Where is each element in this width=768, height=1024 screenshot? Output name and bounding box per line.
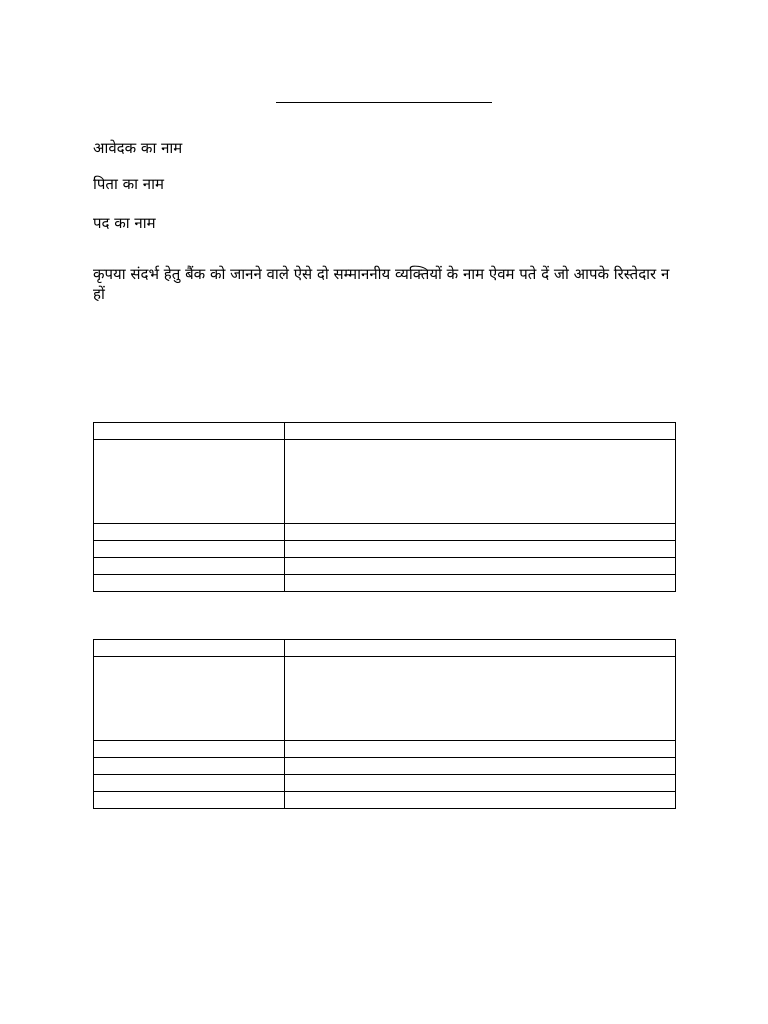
table-row	[94, 524, 676, 541]
table-row	[94, 440, 676, 524]
table-cell[interactable]	[94, 792, 285, 809]
applicant-name-label: आवेदक का नाम	[93, 139, 183, 157]
title-underline	[276, 102, 492, 103]
table-cell[interactable]	[285, 541, 676, 558]
table-row	[94, 657, 676, 741]
table-row	[94, 423, 676, 440]
table-cell[interactable]	[94, 640, 285, 657]
table-row	[94, 792, 676, 809]
table-cell[interactable]	[94, 558, 285, 575]
table-cell[interactable]	[94, 758, 285, 775]
father-name-label: पिता का नाम	[93, 175, 164, 193]
table-cell[interactable]	[285, 423, 676, 440]
table-cell[interactable]	[285, 758, 676, 775]
table-cell[interactable]	[94, 440, 285, 524]
table-cell[interactable]	[285, 657, 676, 741]
table-cell[interactable]	[94, 775, 285, 792]
table-cell[interactable]	[285, 524, 676, 541]
table-cell[interactable]	[285, 558, 676, 575]
table-cell[interactable]	[94, 741, 285, 758]
table-cell[interactable]	[285, 792, 676, 809]
table-row	[94, 758, 676, 775]
table-row	[94, 775, 676, 792]
table-cell[interactable]	[94, 524, 285, 541]
table-cell[interactable]	[94, 541, 285, 558]
table-cell[interactable]	[285, 640, 676, 657]
table-row	[94, 575, 676, 592]
table-cell[interactable]	[285, 741, 676, 758]
table-cell[interactable]	[94, 657, 285, 741]
table-cell[interactable]	[285, 575, 676, 592]
table-cell[interactable]	[94, 575, 285, 592]
table-cell[interactable]	[285, 775, 676, 792]
table-cell[interactable]	[94, 423, 285, 440]
reference-table-1	[93, 422, 676, 592]
table-row	[94, 541, 676, 558]
reference-table-2	[93, 639, 676, 809]
post-name-label: पद का नाम	[93, 214, 156, 232]
table-row	[94, 640, 676, 657]
reference-instruction: कृपया संदर्भ हेतु बैंक को जानने वाले ऐसे दो सम्माननीय व्यक्तियों के नाम ऐवम पते दें जो आपके रिस्तेदार न हों	[93, 265, 670, 303]
table-row	[94, 558, 676, 575]
table-cell[interactable]	[285, 440, 676, 524]
table-row	[94, 741, 676, 758]
